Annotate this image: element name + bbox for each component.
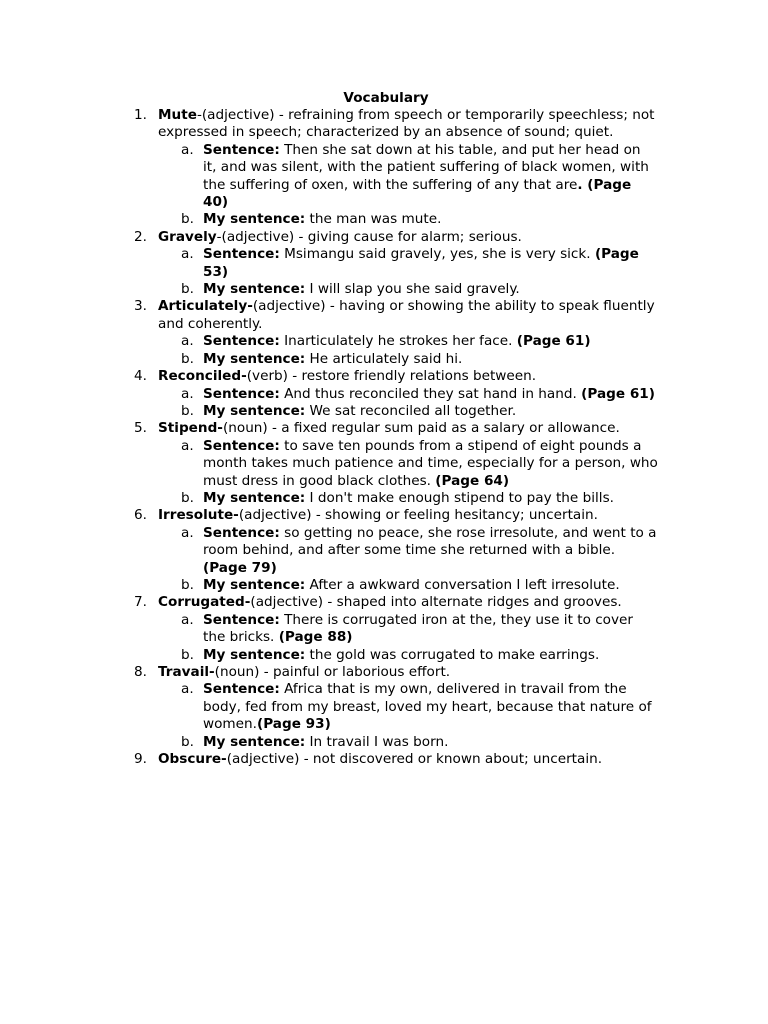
sentence-label: Sentence: bbox=[203, 141, 280, 158]
my-sentence-line bbox=[181, 211, 658, 228]
page-ref: . (Page 40) bbox=[203, 176, 632, 211]
definition bbox=[158, 664, 658, 681]
my-sentence-line bbox=[181, 489, 658, 507]
vocab-word: Mute bbox=[158, 107, 197, 123]
page-ref: (Page 64) bbox=[435, 472, 510, 489]
list-item bbox=[134, 298, 658, 368]
sentence-label: Sentence: bbox=[203, 437, 280, 454]
sub-letter: b. bbox=[181, 281, 194, 298]
my-sentence-label: My sentence: bbox=[203, 646, 306, 663]
sub-letter: a. bbox=[181, 141, 194, 158]
my-sentence-text: the gold was corrugated to make earrings. bbox=[305, 646, 600, 663]
sentence-text: There is corrugated iron at the, they use it to cover the bricks. bbox=[203, 611, 633, 646]
my-sentence-text: the man was mute. bbox=[305, 211, 442, 228]
definition-text: (adjective) - shaped into alternate ridges and grooves. bbox=[250, 594, 622, 611]
my-sentence-text: We sat reconciled all together. bbox=[305, 402, 517, 419]
list-item bbox=[134, 664, 658, 751]
list-item bbox=[134, 368, 658, 420]
my-sentence-text: I will slap you she said gravely. bbox=[305, 281, 520, 298]
sub-letter: b. bbox=[181, 489, 194, 506]
vocab-word: Gravely bbox=[158, 228, 217, 245]
sentence-line bbox=[181, 611, 658, 647]
definition bbox=[158, 751, 658, 768]
definition bbox=[158, 368, 658, 385]
item-number: 8. bbox=[134, 664, 147, 680]
sentence-label: Sentence: bbox=[203, 385, 280, 402]
sub-letter: b. bbox=[181, 350, 194, 367]
sentence-line bbox=[181, 333, 658, 350]
item-number: 5. bbox=[134, 420, 147, 437]
my-sentence-line bbox=[181, 576, 658, 594]
definition bbox=[158, 107, 658, 142]
my-sentence-line bbox=[181, 350, 658, 368]
my-sentence-line bbox=[181, 281, 658, 298]
sentence-label: Sentence: bbox=[203, 611, 280, 628]
my-sentence-text: I don't make enough stipend to pay the bills. bbox=[305, 489, 614, 506]
sentence-line bbox=[181, 246, 658, 281]
sub-letter: b. bbox=[181, 402, 194, 419]
definition-text: (verb) - restore friendly relations between. bbox=[246, 368, 537, 385]
page-title: Vocabulary bbox=[343, 90, 429, 106]
sentence-line bbox=[181, 437, 658, 490]
list-item bbox=[134, 594, 658, 664]
sub-letter: a. bbox=[181, 524, 194, 541]
page-ref: (Page 79) bbox=[203, 559, 277, 576]
list-item bbox=[134, 228, 658, 299]
definition bbox=[158, 507, 658, 524]
sentence-line bbox=[181, 524, 658, 577]
sentence-line bbox=[181, 385, 658, 403]
sub-letter: a. bbox=[181, 333, 194, 350]
my-sentence-label: My sentence: bbox=[203, 733, 306, 750]
item-number: 7. bbox=[134, 594, 147, 611]
definition-text: -(adjective) - refraining from speech or temporarily speechless; not expressed in speech; characterized by an absence of sound; quiet. bbox=[158, 107, 655, 141]
my-sentence-label: My sentence: bbox=[203, 211, 306, 228]
definition-text: (adjective) - not discovered or known about; uncertain. bbox=[226, 751, 603, 768]
item-number: 1. bbox=[134, 107, 147, 123]
page-ref: (Page 61) bbox=[581, 385, 655, 402]
page-ref: (Page 93) bbox=[256, 716, 331, 733]
sub-letter: a. bbox=[181, 681, 194, 698]
item-number: 4. bbox=[134, 368, 147, 385]
definition bbox=[158, 594, 658, 611]
list-item bbox=[134, 507, 658, 594]
sentence-line bbox=[181, 141, 658, 212]
item-number: 6. bbox=[134, 507, 147, 524]
vocab-word: Reconciled- bbox=[158, 368, 247, 385]
vocab-word: Irresolute- bbox=[158, 507, 239, 524]
definition-text: (noun) - painful or laborious effort. bbox=[214, 664, 451, 680]
sentence-label: Sentence: bbox=[203, 524, 280, 541]
sentence-text: to save ten pounds from a stipend of eight pounds a month takes much patience and time, especially for a person, who must dress in good black clothes. bbox=[203, 437, 658, 489]
sentence-text: Africa that is my own, delivered in travail from the body, fed from my breast, loved my heart, because that nature of women. bbox=[203, 681, 652, 733]
sub-letter: b. bbox=[181, 646, 194, 663]
my-sentence-label: My sentence: bbox=[203, 489, 306, 506]
list-item bbox=[134, 420, 658, 507]
sub-letter: a. bbox=[181, 385, 194, 402]
my-sentence-line bbox=[181, 646, 658, 664]
sentence-text: Then she sat down at his table, and put her head on it, and was silent, with the patient suffering of black women, with the suffering of oxen, with the suffering of any that are bbox=[203, 141, 649, 193]
vocab-word: Stipend- bbox=[158, 420, 223, 437]
my-sentence-text: He articulately said hi. bbox=[305, 350, 463, 367]
list-item bbox=[134, 107, 658, 229]
page-ref: (Page 88) bbox=[278, 629, 353, 646]
sub-letter: a. bbox=[181, 437, 194, 454]
page-ref: (Page 53) bbox=[203, 246, 639, 280]
definition-text: (adjective) - showing or feeling hesitancy; uncertain. bbox=[238, 507, 598, 524]
definition bbox=[158, 420, 658, 437]
sub-letter: b. bbox=[181, 733, 194, 750]
my-sentence-label: My sentence: bbox=[203, 281, 306, 298]
sentence-text: And thus reconciled they sat hand in hand. bbox=[279, 385, 582, 402]
vocab-word: Travail- bbox=[158, 664, 215, 680]
sub-letter: a. bbox=[181, 611, 194, 628]
definition bbox=[158, 229, 658, 246]
definition bbox=[158, 298, 658, 333]
sentence-text: Msimangu said gravely, yes, she is very sick. bbox=[279, 246, 595, 263]
definition-text: (noun) - a fixed regular sum paid as a salary or allowance. bbox=[222, 420, 620, 437]
vocab-word: Corrugated- bbox=[158, 594, 251, 611]
sentence-label: Sentence: bbox=[203, 246, 280, 263]
sub-letter: a. bbox=[181, 246, 194, 263]
my-sentence-label: My sentence: bbox=[203, 576, 306, 593]
my-sentence-text: After a awkward conversation I left irresolute. bbox=[305, 576, 620, 593]
sentence-text: so getting no peace, she rose irresolute, and went to a room behind, and after some time she returned with a bible. bbox=[203, 524, 657, 559]
item-number: 9. bbox=[134, 751, 147, 768]
sentence-label: Sentence: bbox=[203, 681, 280, 698]
sub-letter: b. bbox=[181, 211, 194, 228]
item-number: 3. bbox=[134, 298, 147, 315]
my-sentence-text: In travail I was born. bbox=[305, 733, 449, 750]
definition-text: -(adjective) - giving cause for alarm; serious. bbox=[216, 228, 522, 245]
my-sentence-label: My sentence: bbox=[203, 402, 306, 419]
my-sentence-line bbox=[181, 733, 658, 751]
my-sentence-line bbox=[181, 402, 658, 420]
sentence-text: Inarticulately he strokes her face. bbox=[279, 333, 517, 350]
sentence-line bbox=[181, 681, 658, 733]
my-sentence-label: My sentence: bbox=[203, 350, 306, 367]
sub-letter: b. bbox=[181, 576, 194, 593]
vocab-word: Articulately- bbox=[158, 298, 253, 315]
vocab-word: Obscure- bbox=[158, 751, 227, 768]
item-number: 2. bbox=[134, 228, 147, 245]
vocabulary-list bbox=[134, 107, 658, 768]
sentence-label: Sentence: bbox=[203, 333, 280, 350]
definition-text: (adjective) - having or showing the ability to speak fluently and coherently. bbox=[158, 298, 655, 332]
list-item bbox=[134, 751, 658, 768]
page-ref: (Page 61) bbox=[516, 333, 591, 350]
